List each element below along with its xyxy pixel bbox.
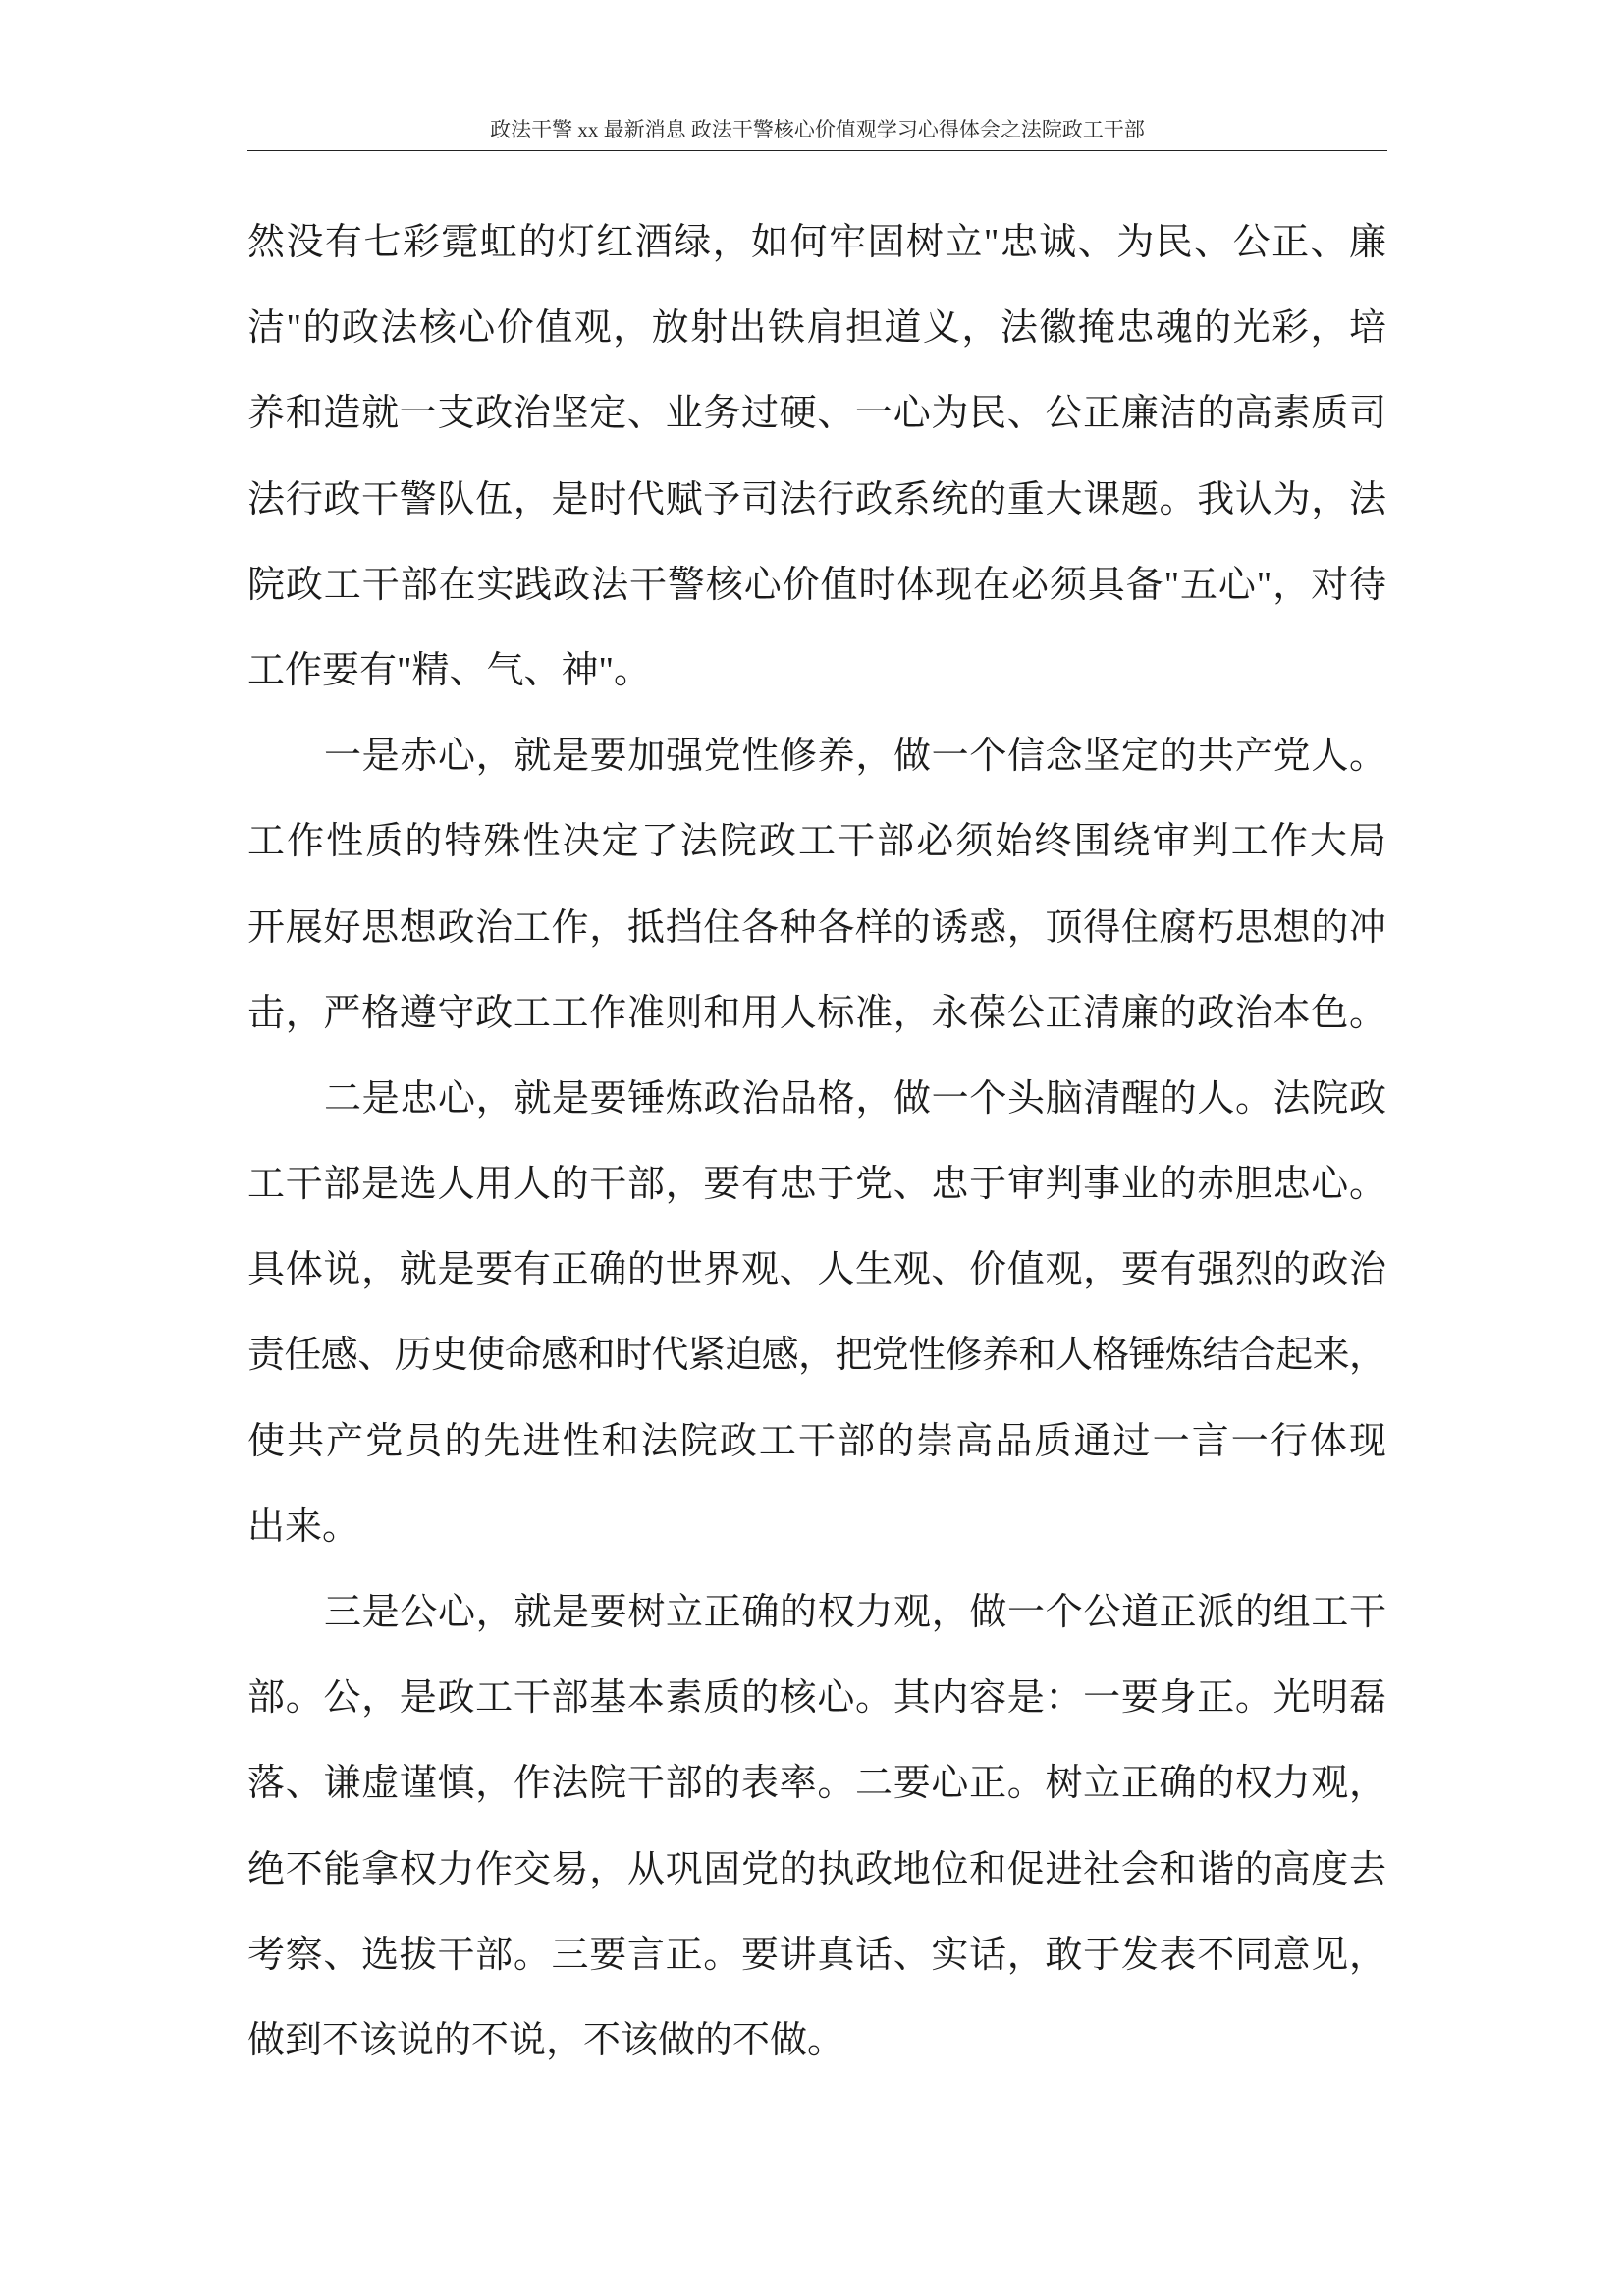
paragraph xyxy=(247,200,1386,714)
body-text-line: 绝不能拿权力作交易，从巩固党的执政地位和促进社会和谐的高度去 xyxy=(247,1848,1387,1890)
body-text-line: 考察、选拔干部。三要言正。要讲真话、实话，敢于发表不同意见， xyxy=(247,1934,1387,1976)
running-header: 政法干警 xx 最新消息 政法干警核心价值观学习心得体会之法院政工干部 xyxy=(490,118,1145,141)
body-text-line: 使共产党员的先进性和法院政工干部的崇高品质通过一言一行体现 xyxy=(247,1420,1389,1462)
body-text-line: 法行政干警队伍，是时代赋予司法行政系统的重大课题。我认为，法 xyxy=(247,478,1387,520)
body-text-line: 一是赤心，就是要加强党性修养，做一个信念坚定的共产党人。 xyxy=(324,736,1387,778)
body-text-line: 责任感、历史使命感和时代紧迫感，把党性修养和人格锤炼结合起来， xyxy=(247,1335,1386,1377)
body-text-line: 击，严格遵守政工工作准则和用人标准，永葆公正清廉的政治本色。 xyxy=(247,992,1387,1034)
paragraph xyxy=(247,1057,1389,1570)
body-text-line: 开展好思想政治工作，抵挡住各种各样的诱惑，顶得住腐朽思想的冲 xyxy=(247,906,1387,949)
paragraph xyxy=(247,1570,1386,2084)
body-text-line: 三是公心，就是要树立正确的权力观，做一个公道正派的组工干 xyxy=(324,1592,1387,1633)
body-text-line: 工作要有"精、气、神"。 xyxy=(247,649,652,691)
body-text-line: 工干部是选人用人的干部，要有忠于党、忠于审判事业的赤胆忠心。 xyxy=(247,1164,1387,1206)
body-text-line: 具体说，就是要有正确的世界观、人生观、价值观，要有强烈的政治 xyxy=(247,1249,1387,1291)
body-text-line: 工作性质的特殊性决定了法院政工干部必须始终围绕审判工作大局 xyxy=(247,821,1389,863)
body-text-line: 部。公，是政工干部基本素质的核心。其内容是：一要身正。光明磊 xyxy=(247,1677,1387,1720)
paragraph xyxy=(247,714,1389,1057)
body-text-line: 落、谦虚谨慎，作法院干部的表率。二要心正。树立正确的权力观， xyxy=(247,1763,1387,1805)
body-text-line: 洁"的政法核心价值观，放射出铁肩担道义，法徽掩忠魂的光彩，培 xyxy=(247,307,1388,350)
body-text xyxy=(247,200,1389,2084)
body-text-line: 出来。 xyxy=(247,1505,360,1548)
body-text-line: 院政工干部在实践政法干警核心价值时体现在必须具备"五心"，对待 xyxy=(247,564,1387,606)
body-text-line: 做到不该说的不说，不该做的不做。 xyxy=(247,2019,845,2061)
body-text-line: 养和造就一支政治坚定、业务过硬、一心为民、公正廉洁的高素质司 xyxy=(247,393,1387,435)
header-rule xyxy=(247,150,1387,151)
body-text-line: 二是忠心，就是要锤炼政治品格，做一个头脑清醒的人。法院政 xyxy=(324,1077,1387,1120)
body-text-line: 然没有七彩霓虹的灯红酒绿，如何牢固树立"忠诚、为民、公正、廉 xyxy=(247,222,1388,263)
